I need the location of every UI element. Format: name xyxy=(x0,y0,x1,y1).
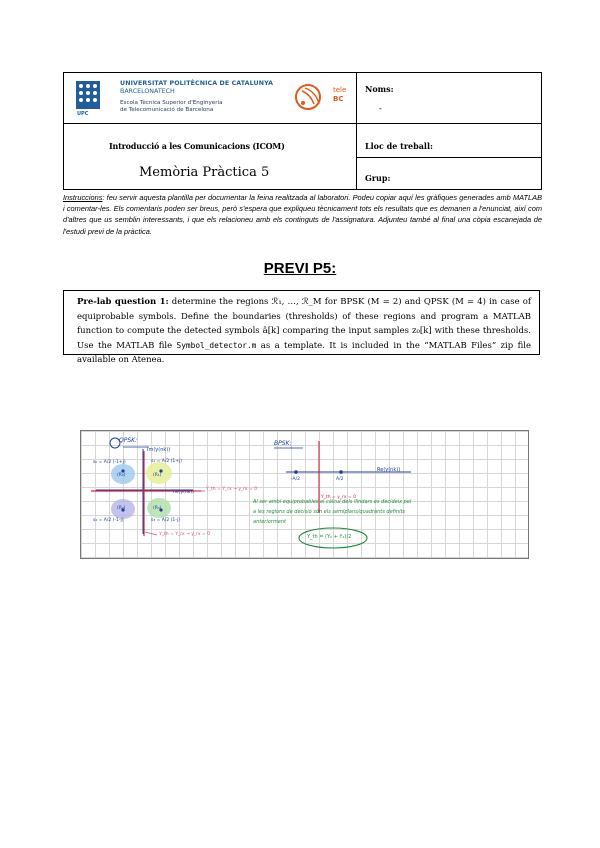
university-name: UNIVERSITAT POLITÈCNICA DE CATALUNYA xyxy=(120,80,274,87)
header-table xyxy=(63,72,542,190)
lloc-treball-label: Lloc de treball: xyxy=(365,141,433,151)
noms-label: Noms: xyxy=(365,84,394,94)
region-r0: (R₀) xyxy=(117,473,126,478)
bpsk-symbol-pos: A/2 xyxy=(336,477,344,482)
region-r3: (R₃) xyxy=(153,506,162,511)
course-name: Introducció a les Comunicacions (ICOM) xyxy=(109,141,285,151)
prelab-question-box xyxy=(63,290,540,365)
header-rule xyxy=(64,123,356,124)
instructions-label: Instruccions xyxy=(63,193,103,202)
comment-line-1: Al ser ambi equiprobables el càlcul dels llindars es decideix pel xyxy=(253,499,412,505)
telecom-logo-text-2: BC xyxy=(333,95,344,103)
instructions xyxy=(63,192,542,237)
bpsk-symbol-neg: -A/2 xyxy=(291,477,300,482)
telecom-logo-text: tele xyxy=(333,86,347,94)
school-name: Escola Tècnica Superior d'Enginyeria xyxy=(120,100,223,106)
question-text-end: as a template. It is included in the “MATLAB Files” zip file available on Atenea. xyxy=(77,340,531,365)
comment-line-3: anteriorment xyxy=(253,519,286,525)
qpsk-title: QPSK: xyxy=(119,437,138,444)
im-axis-label: Im(y(nk)) xyxy=(147,447,171,453)
section-title: PREVI P5: xyxy=(263,260,337,277)
question-text: determine the regions ℛ₁, …, ℛ_M for BPSK (M = 2) and QPSK (M = 4) in case of equiprobable symbols. Define the boundaries (thresholds) of these regions and program a MATLAB function to compute the detected symbols â[k] comparing the input samples z₀[k] with these thresholds. Use the MATLAB file xyxy=(77,297,532,351)
handwritten-notes xyxy=(80,430,529,559)
upc-abbr: UPC xyxy=(77,111,89,117)
qpsk-threshold-vertical: Y_th = Y_rx → y_rx = 0 xyxy=(159,532,211,537)
symbol-s0: s₀ = A/2 (-1+j) xyxy=(93,460,126,465)
telecom-logo-icon xyxy=(294,82,334,112)
symbol-s3: s₃ = A/2 (1-j) xyxy=(151,518,180,523)
comment-line-2: a les regions de decisió són els semiplans/quadrants definits xyxy=(253,509,406,515)
header-divider xyxy=(356,73,357,189)
bpsk-title: BPSK: xyxy=(274,440,292,447)
noms-value[interactable]: - xyxy=(379,104,382,113)
region-r2: (R₂) xyxy=(117,506,126,511)
qpsk-threshold-horizontal: Y_th = Y_rx → y_rx = 0 xyxy=(206,487,258,492)
re-axis-label: Re(y(nk)) xyxy=(173,490,194,495)
school-name-line2: de Telecomunicació de Barcelona xyxy=(120,107,214,113)
symbol-s2: s₂ = A/2 (-1-j) xyxy=(93,518,124,523)
threshold-formula: Y_th = (Y₀ + Y₁)/2 xyxy=(307,534,352,540)
symbol-s1: s₁ = A/2 (1+j) xyxy=(151,459,183,464)
template-filename: Symbol_detector.m xyxy=(176,340,257,350)
bpsk-re-axis-label: Re(y(nk)) xyxy=(377,467,401,473)
header-rule xyxy=(356,123,541,124)
region-r1: (R₁) xyxy=(153,473,162,478)
university-subname: BARCELONATECH xyxy=(120,88,175,95)
header-rule xyxy=(356,157,541,158)
instructions-text: : feu servir aquesta plantilla per documentar la feina realitzada al laboratori. Podeu copiar aquí les gràfiques generades amb MATLAB i comentar-les. Els comentaris poden ser breus, però s'espera que expliqueu tècnicament tots els resultats que es demanen a l'enunciat, així com d'altres que us semblin interessants, i que els relacioneu amb els continguts de l'assignatura. Adjunteu també al final una còpia escanejada de l'estudi previ de la pràctica. xyxy=(63,193,542,236)
grup-label: Grup: xyxy=(365,173,391,183)
document-title: Memòria Pràctica 5 xyxy=(139,165,270,180)
upc-logo-icon xyxy=(76,81,100,109)
question-label: Pre-lab question 1: xyxy=(77,297,169,307)
bpsk-threshold: Y_th = y_rx = 0 xyxy=(321,495,357,500)
